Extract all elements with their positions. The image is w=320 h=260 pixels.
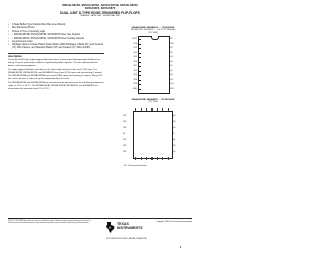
plcc-pin [135,157,136,160]
pin-1-notch-icon [151,36,159,40]
plcc-pin-label: 1D2 [123,115,127,117]
datasheet-header [0,4,200,17]
plcc-pin-label: 1Q4 [172,127,176,129]
part-numbers-line-1: SN54ALS874B, SN54ALS876A, SN74ALS874B, SN74ALS876A [62,4,138,7]
dip-pin-label: VCC [169,38,173,40]
production-data-notice: PRODUCTION DATA information is current as of publication date. Products conform to specifications per the terms of Texas Instruments standard warranty. Production processing does not necessarily include testing of all parameters. [8,221,91,224]
ti-logo [106,222,150,236]
dip-package-view: (TOP VIEW) [148,31,158,34]
part-numbers-line-2: SN74AS874, SN74AS876 [84,7,116,11]
footer-divider [8,218,192,219]
plcc-pin-label: NC [172,133,175,135]
plcc-pin-label: NC [123,133,126,135]
plcc-pin-label: 1Q3 [172,121,176,123]
dip-pin-label: 2D1 [133,65,137,67]
dip-pin-label: GND [132,87,137,90]
dip-pin-label: 1D1 [133,47,137,49]
dip-pin-label: 2Q3 [169,74,173,76]
dip-pin-label: 1D2 [133,51,137,54]
dip-pin-label: 2Q1 [169,65,173,67]
dip-pin-label: 2D3 [133,74,137,76]
feature-item: • Asynchronous Clear [8,41,104,44]
description-heading: description [8,53,104,58]
feature-list [8,24,104,50]
feature-item: • 3-State Buffer-Type Outputs Drive Bus Lines Directly [8,24,104,27]
plcc-bottom-pins [133,157,171,160]
plcc-right-pin-labels [172,113,175,155]
svg-text:ti: ti [109,225,112,230]
plcc-pin [146,157,147,160]
plcc-pin-label: 2Q1 [172,139,176,141]
texas-state-outline-icon [106,222,115,233]
plcc-pin [157,157,158,160]
feature-item: • Package Options Include Plastic Small-Outline (DW) Packages, Plastic (NT) and Ceramic (JT) Chip Carriers, and Standard Plastic (NT) and Ceramic (JT) 300-mil DIPs [8,44,104,50]
plcc-chip-outline [133,111,176,159]
mailing-address: POST OFFICE BOX 655303 • DALLAS, TEXAS 75265 [106,238,147,240]
ti-wordmark-line-2: INSTRUMENTS [117,225,143,230]
plcc-package-title: SN54ALS874B, SN54AS874 . . . FK PACKAGE [131,99,175,101]
copyright-notice: Copyright © 1986, Texas Instruments Incorporated [156,222,192,223]
dip-pin-label: 1Q4 [169,60,173,63]
dip-pin-label: 1Q3 [169,56,173,58]
plcc-pin-label: 2Q2 [172,145,176,147]
plcc-pin-label: 2Q3 [172,151,176,153]
plcc-pin-label: 2D2 [123,145,127,147]
dip-pin-label: 1CLR [132,38,137,40]
dip-package-diagram [122,27,184,93]
dip-pin-label: 1Q2 [169,51,173,54]
plcc-left-pin-labels [123,113,126,155]
page-number: 1 [180,246,182,249]
dip-package-subtitle: SN74ALS874B, SN74AS874 . . . DW OR NT PACKAGE [130,29,176,32]
plcc-pin-label: 1D3 [123,121,127,123]
plcc-pin [141,157,142,160]
dip-pin-label: 2CLK [169,83,174,85]
ti-wordmark-line-1: TEXAS [117,222,129,226]
feature-item: • Bus-Structured Pinout [8,27,104,30]
dip-pin-label: 2OE [133,83,137,85]
dip-pin-label: 2Q4 [169,78,173,81]
dip-pin-label: 1D4 [133,60,137,63]
dip-pin-label: 2D2 [133,69,137,72]
dip-package-title: SN54ALS874B, SN54AS874 . . . JT PACKAGE [131,27,175,29]
plcc-package-view: (TOP VIEW) [148,101,158,104]
dip-pin-label: 2CLR [169,87,174,90]
revision-line: SDAS041B – APRIL 1982 – REVISED MAY 1986 [80,14,120,17]
left-column [8,24,104,92]
plcc-pin [151,157,152,160]
plcc-package-diagram [122,99,184,175]
dip-chip-outline [138,36,170,94]
dip-pin-label: 1Q1 [169,47,173,49]
plcc-pin-label: 1D4 [123,127,127,129]
description-paragraph: The SN54ALS874B and SN54ALS876A are characterized for operation over the full military temperature range of –55°C to 125°C. The SN74ALS874B, SN74ALS876A, SN74AS874, and SN74AS876 are characterized for operation from 0°C to 70°C. [8,81,104,90]
plcc-pin [162,157,163,160]
dip-pin-label: 2D4 [133,78,137,81]
ti-wordmark [117,223,143,231]
plcc-pin-label: 2D1 [123,139,127,141]
nc-footnote: NC – No internal connection [124,165,147,167]
plcc-pin-label: 1Q2 [172,115,176,117]
plcc-pin [168,157,169,160]
dip-pin-label: 1OE [133,42,137,45]
dip-pin-label: 1D3 [133,56,137,58]
feature-item: • – SN54ALS874B, SN74ALS874B, SN74AS874 Have True Outputs [8,34,104,37]
plcc-pin-label: 2D3 [123,151,127,153]
dip-pin-label: 1CLK [169,42,174,45]
datasheet-title: DUAL 4-BIT D-TYPE EDGE-TRIGGERED FLIP-FLOPS [60,10,140,15]
dip-pin-label: 2Q2 [169,69,173,72]
feature-item: • – SN54ALS876A, SN74ALS876A, SN74AS876 Have Inverting Outputs [8,38,104,41]
feature-item: • Choice of True or Inverting Logic [8,31,104,34]
description-paragraph: These dual 4-bit D-type edge-triggered flip-flops feature 3-state outputs designed specifically for bus driving. They are particularly suitable for implementing buffer registers, I/O ports, bidirectional bus drivers, and working registers. [8,59,100,67]
description-paragraph: The edge-triggered flip-flops enter data on the low-to-high transition of the clock (CLK) input. The SN54ALS874B, SN74ALS874B, and SN74AS874 have clear (CLR) inputs and noninverting Q outputs. The SN54ALS876A and SN74ALS876A have preset (PRE) inputs and inverting Q outputs. Taking CLR low causes the four Q outputs to go low independently of the clock. [8,69,103,80]
description-body [8,59,104,90]
